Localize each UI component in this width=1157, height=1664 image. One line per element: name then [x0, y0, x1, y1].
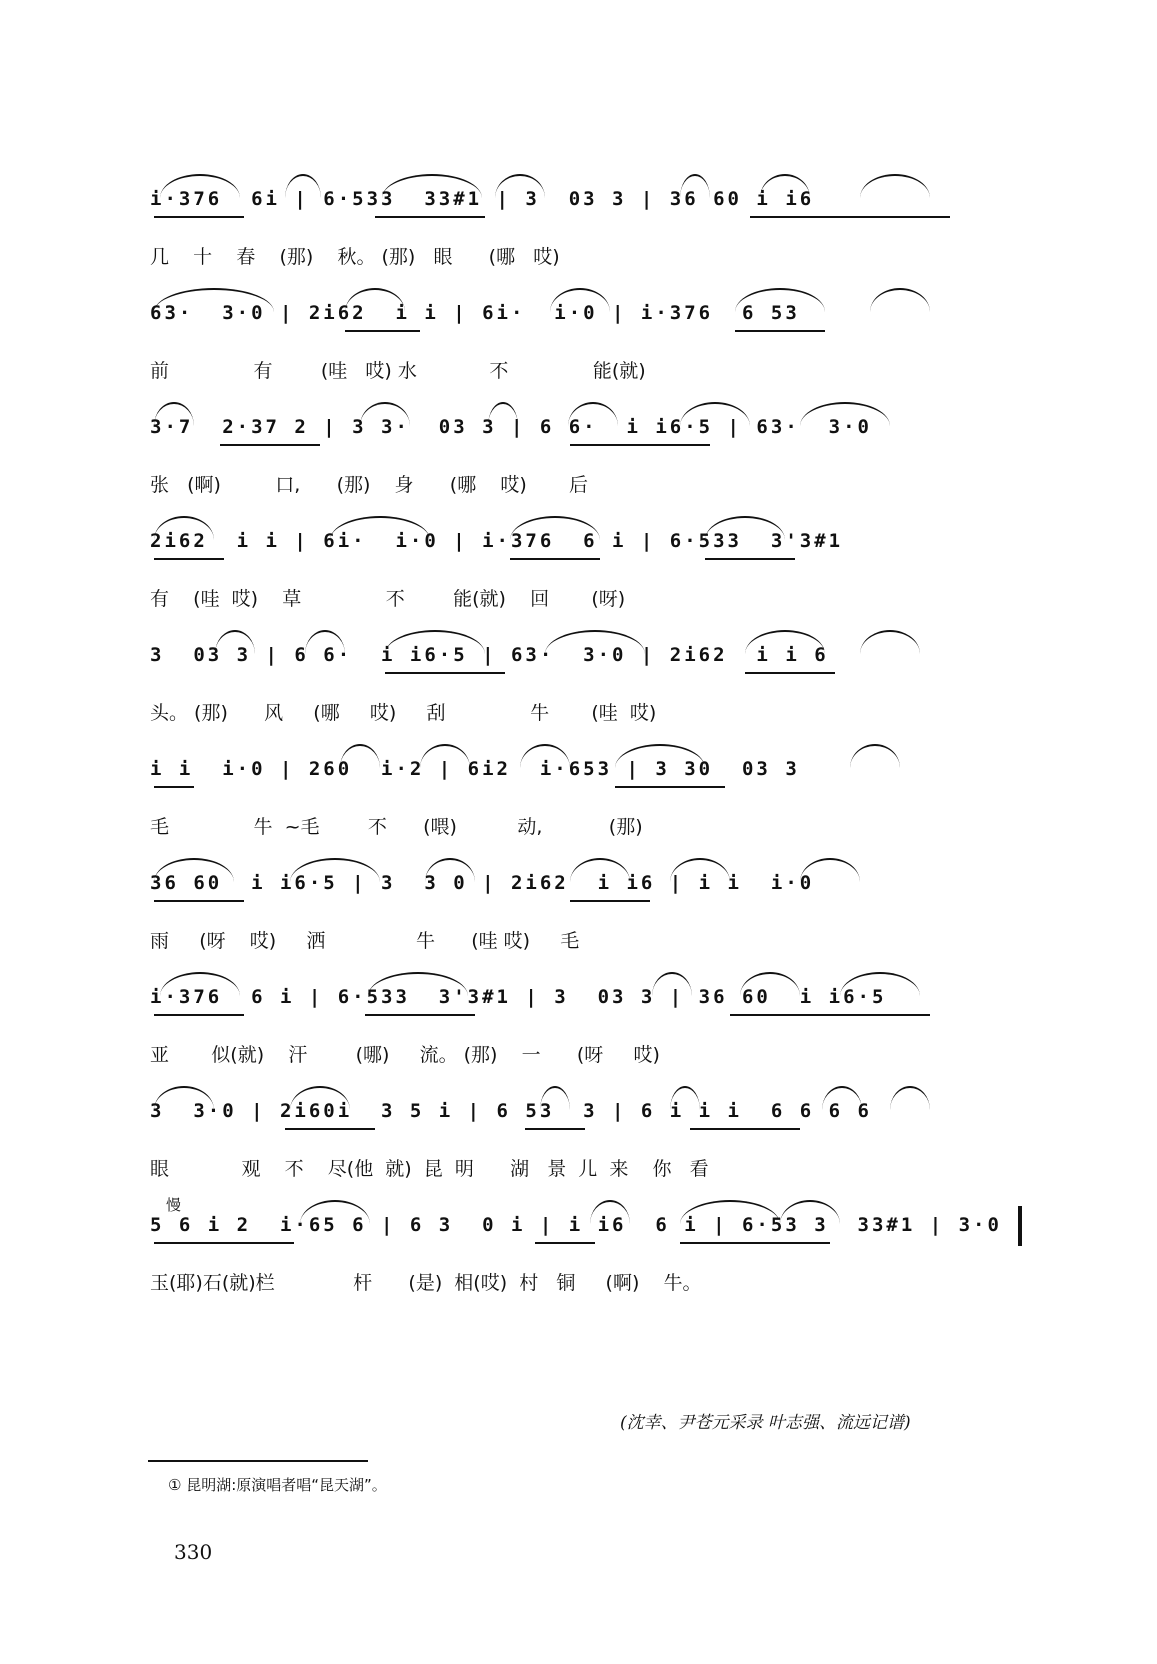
notation-line	[150, 626, 1025, 696]
beam	[154, 1242, 294, 1244]
beam	[345, 330, 420, 332]
notation-text: i·376 6i | 6·533 33#1 | 3 03 3 | 36 60 i i6	[150, 188, 815, 210]
slur	[870, 288, 930, 312]
notation-text: 2i62 i i | 6i· i·0 | i·376 6 i | 6·533 3'3#1	[150, 530, 844, 552]
slur	[860, 174, 930, 198]
score-system	[150, 284, 1025, 394]
beam	[154, 900, 244, 902]
beam	[525, 1128, 585, 1130]
notation-text: 5 6 i 2 i·65 6 | 6 3 0 i | i i6 6 i | 6·53 3 33#1 | 3·0	[150, 1214, 1002, 1236]
lyrics-line: 眼 观 不 尽(他 就) 昆 明 湖 景 儿 来 你 看	[150, 1158, 709, 1180]
footnote-divider	[148, 1460, 368, 1462]
notation-text: 3 3·0 | 2i60i 3 5 i | 6 53 3 | 6 i i i 6 6 6 6	[150, 1100, 872, 1122]
lyrics-line: 毛 牛 ~毛 不 (喂) 动, (那)	[150, 816, 643, 838]
lyrics-line: 几 十 春 (那) 秋。 (那) 眼 (哪 哎)	[150, 246, 560, 268]
notation-text: 3 03 3 | 6 6· i i6·5 | 63· 3·0 | 2i62 i i 6	[150, 644, 829, 666]
beam	[705, 558, 795, 560]
notation-text: i i i·0 | 260 i·2 | 6i2 i·653 | 3 30 03 3	[150, 758, 800, 780]
notation-text: 63· 3·0 | 2i62 i i | 6i· i·0 | i·376 6 53	[150, 302, 800, 324]
slur	[890, 1086, 930, 1110]
beam	[285, 1128, 375, 1130]
beam	[154, 558, 224, 560]
beam	[745, 672, 835, 674]
score-system	[150, 170, 1025, 280]
lyrics-line: 有 (哇 哎) 草 不 能(就) 回 (呀)	[150, 588, 626, 610]
score-system	[150, 626, 1025, 736]
beam	[535, 1242, 595, 1244]
lyrics-line: 亚 似(就) 汗 (哪) 流。 (那) 一 (呀 哎)	[150, 1044, 660, 1066]
score-system	[150, 968, 1025, 1078]
lyrics-line: 头。 (那) 风 (哪 哎) 刮 牛 (哇 哎)	[150, 702, 657, 724]
final-barline	[1018, 1206, 1022, 1246]
page-number: 330	[174, 1540, 213, 1564]
notation-line	[150, 740, 1025, 810]
score-system	[150, 740, 1025, 850]
slur	[850, 744, 900, 768]
notation-line	[150, 284, 1025, 354]
notation-line	[150, 398, 1025, 468]
notation-line	[150, 512, 1025, 582]
lyrics-line: 雨 (呀 哎) 洒 牛 (哇 哎) 毛	[150, 930, 580, 952]
beam	[365, 1014, 475, 1016]
notation-text: 36 60 i i6·5 | 3 3 0 | 2i62 i i6 | i i i·0	[150, 872, 815, 894]
notation-line	[150, 1196, 1025, 1266]
score-system	[150, 1082, 1025, 1192]
beam	[154, 216, 244, 218]
beam	[690, 1128, 800, 1130]
beam	[570, 444, 710, 446]
score-system	[150, 854, 1025, 964]
beam	[385, 672, 505, 674]
score-system	[150, 1196, 1025, 1306]
beam	[680, 1242, 830, 1244]
tempo-mark: 慢	[166, 1196, 182, 1214]
transcription-credit: (沈幸、尹苍元采录 叶志强、流远记谱)	[620, 1413, 911, 1433]
score-system	[150, 398, 1025, 508]
score-system	[150, 512, 1025, 622]
notation-line	[150, 968, 1025, 1038]
notation-line	[150, 170, 1025, 240]
beam	[154, 1014, 244, 1016]
footnote: ① 昆明湖:原演唱者唱“昆天湖”。	[168, 1476, 387, 1494]
beam	[154, 786, 194, 788]
notation-text: 3·7 2·37 2 | 3 3· 03 3 | 6 6· i i6·5 | 63· 3·0	[150, 416, 872, 438]
beam	[735, 330, 825, 332]
beam	[510, 558, 600, 560]
lyrics-line: 张 (啊) 口, (那) 身 (哪 哎) 后	[150, 474, 589, 496]
lyrics-line: 玉(耶)石(就)栏 杆 (是) 相(哎) 村 铜 (啊) 牛。	[150, 1272, 702, 1294]
beam	[615, 786, 725, 788]
beam	[730, 1014, 930, 1016]
notation-line	[150, 854, 1025, 924]
notation-text: i·376 6 i | 6·533 3'3#1 | 3 03 3 | 36 60 i i6·5	[150, 986, 887, 1008]
beam	[375, 216, 485, 218]
slur	[860, 630, 920, 654]
beam	[750, 216, 950, 218]
beam	[220, 444, 320, 446]
lyrics-line: 前 有 (哇 哎) 水 不 能(就)	[150, 360, 646, 382]
notation-line	[150, 1082, 1025, 1152]
beam	[570, 900, 650, 902]
